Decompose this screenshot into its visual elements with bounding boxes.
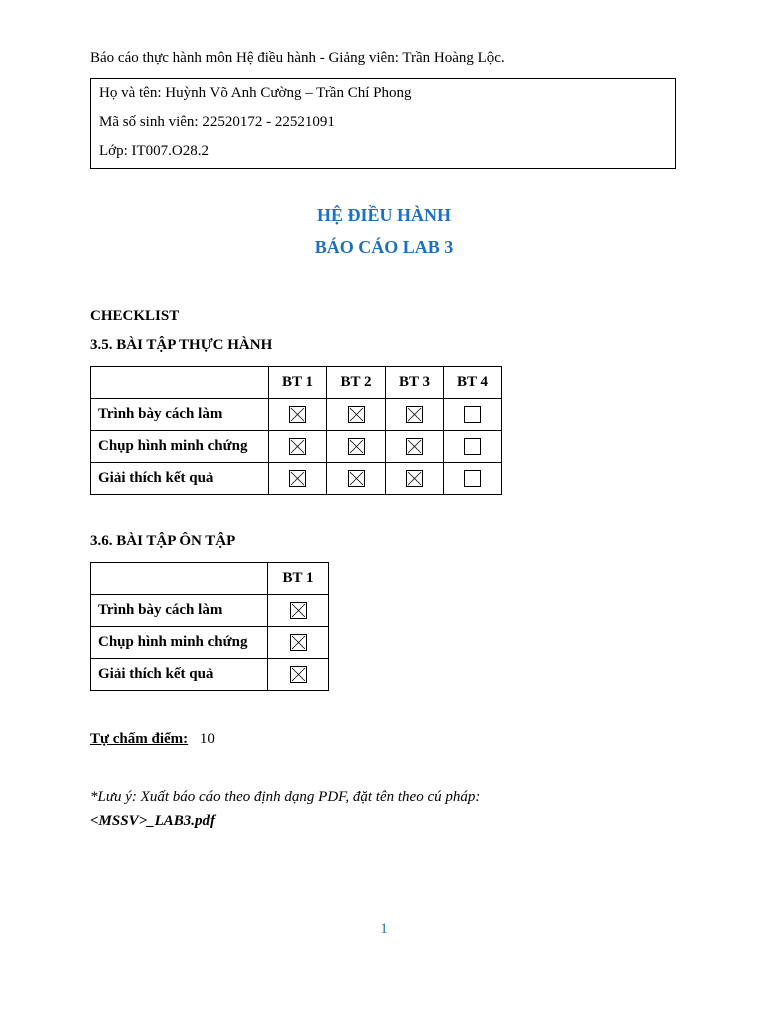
checked-box-icon [290, 634, 307, 651]
section-practice-heading: 3.5. BÀI TẬP THỰC HÀNH [90, 337, 273, 353]
checkbox-cell [444, 431, 502, 463]
checkbox-cell [386, 463, 444, 495]
row-label: Giải thích kết quả [91, 659, 268, 691]
row-label: Trình bày cách làm [91, 595, 268, 627]
checkbox-cell [268, 595, 329, 627]
class-code: Lớp: IT007.O28.2 [99, 143, 210, 159]
checkbox-cell [327, 431, 386, 463]
doc-title-lab: BÁO CÁO LAB 3 [314, 237, 454, 257]
row-label: Giải thích kết quả [91, 463, 269, 495]
checked-box-icon [406, 470, 423, 487]
checked-box-icon [348, 470, 365, 487]
checked-box-icon [406, 406, 423, 423]
checked-box-icon [289, 438, 306, 455]
table-corner-cell [91, 563, 268, 595]
practice-checklist-table [90, 366, 502, 495]
column-header: BT 3 [386, 367, 444, 399]
page-number: 1 [380, 921, 388, 937]
checked-box-icon [406, 438, 423, 455]
student-ids: Mã số sinh viên: 22520172 - 22521091 [99, 114, 335, 130]
self-score [90, 731, 215, 748]
checked-box-icon [348, 438, 365, 455]
checkbox-cell [386, 399, 444, 431]
checklist-heading: CHECKLIST [90, 308, 180, 324]
review-checklist-table [90, 562, 329, 691]
student-names: Họ và tên: Huỳnh Võ Anh Cường – Trần Chí Phong [99, 85, 412, 101]
table-row [91, 595, 329, 627]
row-label: Chụp hình minh chứng [91, 627, 268, 659]
checkbox-cell [327, 399, 386, 431]
checked-box-icon [290, 666, 307, 683]
table-row [91, 431, 502, 463]
checkbox-cell [444, 399, 502, 431]
table-header-row [91, 563, 329, 595]
section-review-heading: 3.6. BÀI TẬP ÔN TẬP [90, 533, 236, 549]
table-row [91, 627, 329, 659]
doc-title-course: HỆ ĐIỀU HÀNH [316, 205, 451, 225]
checkbox-cell [327, 463, 386, 495]
column-header: BT 4 [444, 367, 502, 399]
checkbox-cell [386, 431, 444, 463]
empty-checkbox-icon [464, 470, 481, 487]
table-corner-cell [91, 367, 269, 399]
checked-box-icon [289, 470, 306, 487]
checked-box-icon [289, 406, 306, 423]
checkbox-cell [268, 659, 329, 691]
student-info-box [90, 78, 676, 169]
empty-checkbox-icon [464, 438, 481, 455]
row-label: Trình bày cách làm [91, 399, 269, 431]
checkbox-cell [269, 463, 327, 495]
column-header: BT 1 [268, 563, 329, 595]
table-row [91, 399, 502, 431]
checked-box-icon [290, 602, 307, 619]
self-score-value: 10 [199, 731, 215, 747]
table-header-row [91, 367, 502, 399]
column-header: BT 1 [269, 367, 327, 399]
checked-box-icon [348, 406, 365, 423]
table-row [91, 463, 502, 495]
page-header: Báo cáo thực hành môn Hệ điều hành - Giảng viên: Trần Hoàng Lộc. [90, 50, 505, 66]
self-score-label: Tự chấm điểm: [90, 731, 189, 747]
note-line: *Lưu ý: Xuất báo cáo theo định dạng PDF, đặt tên theo cú pháp: [90, 789, 481, 805]
empty-checkbox-icon [464, 406, 481, 423]
checkbox-cell [269, 431, 327, 463]
table-row [91, 659, 329, 691]
note-filename: <MSSV>_LAB3.pdf [90, 813, 216, 829]
checkbox-cell [268, 627, 329, 659]
row-label: Chụp hình minh chứng [91, 431, 269, 463]
checkbox-cell [269, 399, 327, 431]
column-header: BT 2 [327, 367, 386, 399]
checkbox-cell [444, 463, 502, 495]
